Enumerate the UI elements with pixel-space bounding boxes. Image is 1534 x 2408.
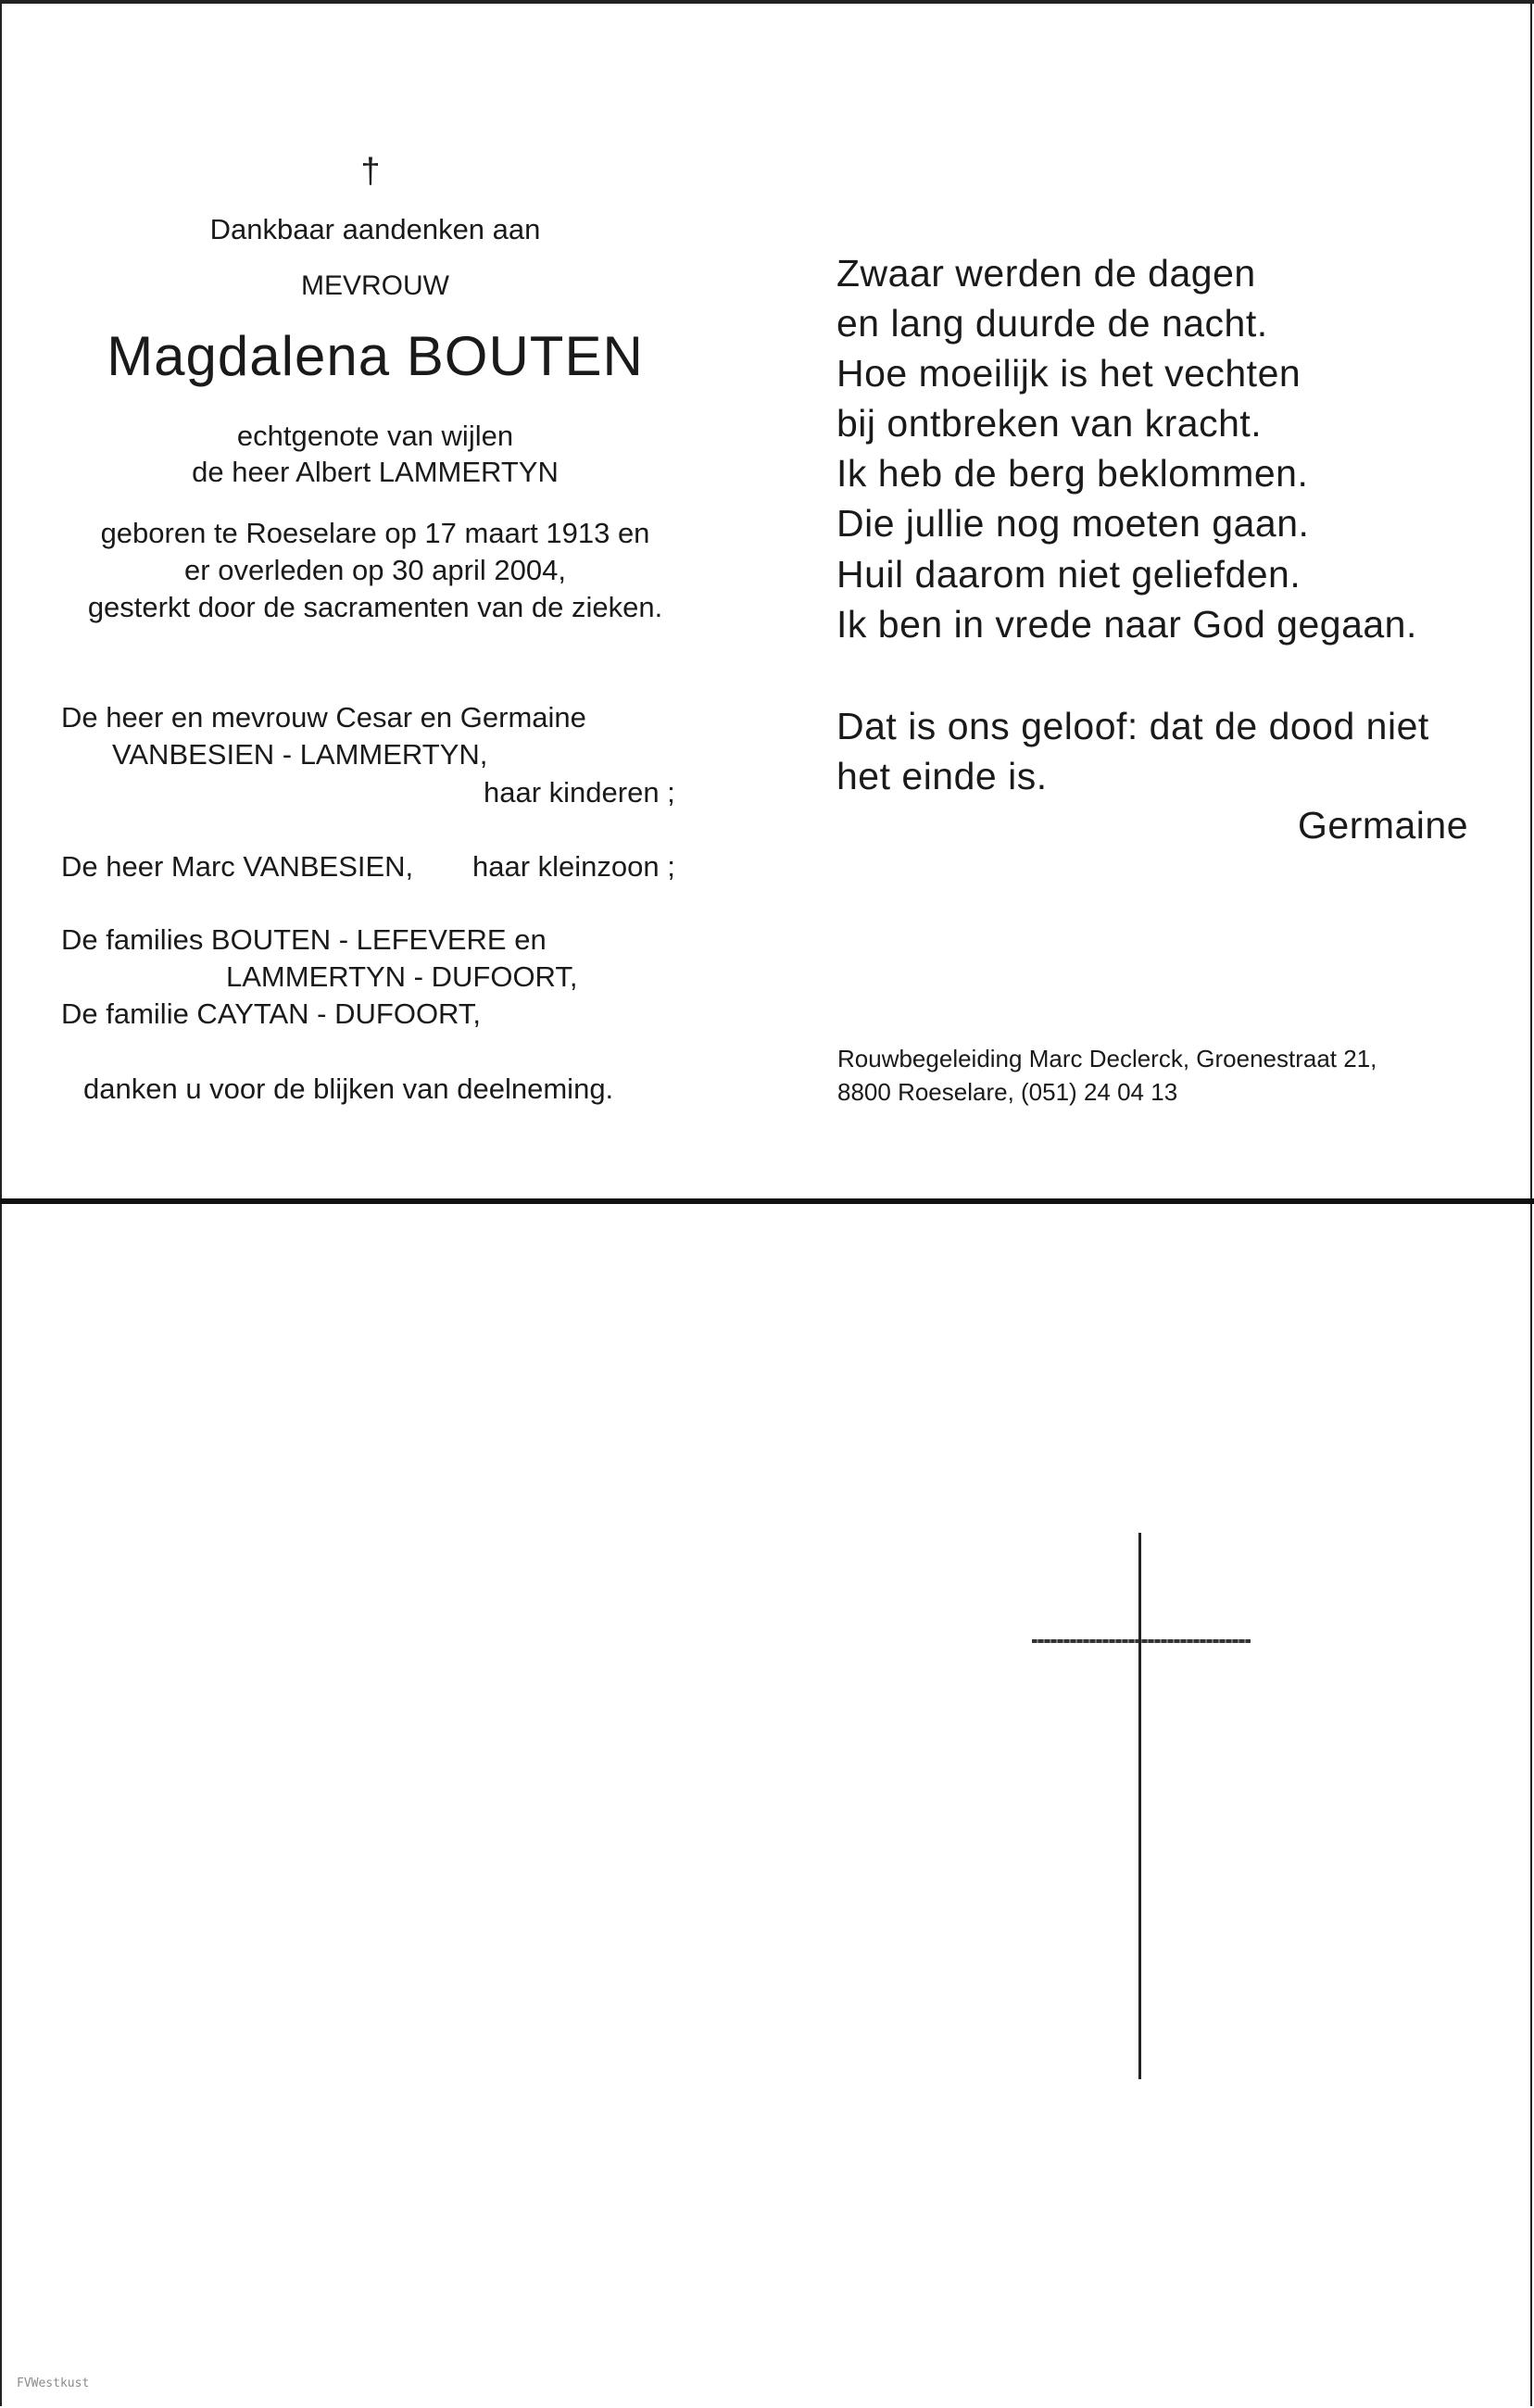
fold-divider [0,1198,1534,1204]
grandson-role: haar kleinzoon ; [472,850,675,883]
faith-line-1: Dat is ons geloof: dat de dood niet [836,705,1429,747]
poem-line: Die jullie nog moeten gaan. [836,502,1310,545]
poem-line: Huil daarom niet geliefden. [836,553,1301,596]
poem-line: Ik ben in vrede naar God gegaan. [836,603,1417,646]
poem-line: bij ontbreken van kracht. [836,402,1263,445]
children-line-2: VANBESIEN - LAMMERTYN, [112,738,488,771]
children-line-1: De heer en mevrouw Cesar en Germaine [61,701,586,734]
grandson-name: De heer Marc VANBESIEN, [61,850,414,883]
thanks-text: danken u voor de blijken van deelneming. [83,1072,614,1105]
families-line-2: LAMMERTYN - DUFOORT, [226,960,578,993]
watermark-text: FVWestkust [17,2377,90,2390]
cross-icon-horizontal-bar [1032,1639,1251,1643]
birth-line-1: geboren te Roeselare op 17 maart 1913 en [100,517,650,549]
undertaker-line-2: 8800 Roeselare, (051) 24 04 13 [837,1078,1178,1106]
spouse-line-2: de heer Albert LAMMERTYN [192,456,559,488]
title-text: MEVROUW [301,270,449,301]
poem-line: Hoe moeilijk is het vechten [836,352,1301,395]
undertaker-line-1: Rouwbegeleiding Marc Declerck, Groenestraat 21, [837,1045,1377,1072]
birth-line-3: gesterkt door de sacramenten van de zieken. [87,591,663,623]
families-line-3: De familie CAYTAN - DUFOORT, [61,997,481,1030]
intro-text: Dankbaar aandenken aan [209,213,541,245]
signature: Germaine [1298,804,1469,847]
faith-line-2: het einde is. [836,755,1048,797]
deceased-name: Magdalena BOUTEN [107,325,644,387]
families-line-1: De families BOUTEN - LEFEVERE en [61,923,547,956]
cross-icon: † [360,152,381,191]
poem-line: en lang duurde de nacht. [836,302,1268,345]
children-role: haar kinderen ; [484,776,675,809]
spouse-line-1: echtgenote van wijlen [236,420,514,452]
poem-line: Zwaar werden de dagen [836,252,1256,295]
poem-line: Ik heb de berg beklommen. [836,452,1309,495]
cross-icon-vertical-bar [1138,1533,1141,2079]
birth-line-2: er overleden op 30 april 2004, [184,554,566,586]
